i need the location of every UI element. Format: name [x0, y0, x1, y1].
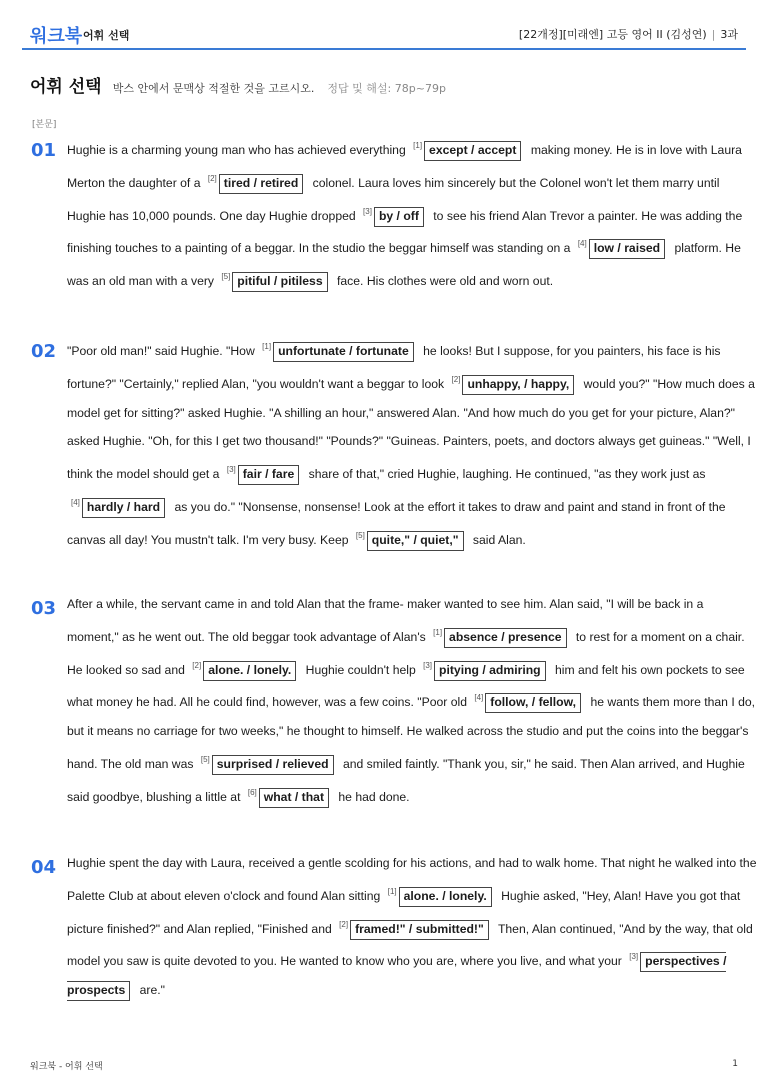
blank-marker: [2] [192, 660, 202, 670]
section-number: 01 [31, 140, 57, 161]
choice-box[interactable]: what / that [259, 788, 329, 808]
blank-marker: [5] [221, 272, 231, 282]
page-number: 1 [732, 1059, 738, 1069]
section-number: 02 [31, 341, 57, 362]
header-subtitle: 어휘 선택 [83, 29, 130, 42]
title-row [30, 72, 446, 97]
blank-marker: [2] [451, 374, 461, 384]
choice-box[interactable]: pitying / admiring [434, 661, 546, 681]
page-title: 어휘 선택 [30, 77, 102, 97]
passage-text: platform. He was an old man with a very [67, 241, 741, 289]
blank-marker: [1] [262, 342, 272, 351]
brand-logo: 워크북 [30, 26, 83, 47]
blank-marker: [4] [577, 239, 587, 249]
choice-box[interactable]: perspectives / prospects [67, 952, 726, 1001]
footer-title: 워크북 - 어휘 선택 [30, 1062, 103, 1072]
blank-marker: [1] [387, 886, 397, 896]
blank-marker: [3] [363, 206, 372, 216]
passage-paragraph [67, 849, 757, 1005]
page-header [30, 22, 738, 48]
blank-marker: [3] [423, 660, 433, 670]
blank-marker: [2] [207, 173, 217, 183]
choice-box[interactable]: except / accept [424, 141, 521, 161]
passage-text: him and felt his own pockets to see what money he had. All he could find, however, was a few coins. "Poor old [67, 662, 745, 710]
choice-box[interactable]: framed!" / submitted!" [350, 920, 489, 940]
blank-marker: [1] [433, 627, 443, 637]
choice-box[interactable]: low / raised [589, 239, 665, 259]
choice-box[interactable]: unfortunate / fortunate [273, 342, 414, 362]
passage-text: Hughie couldn't help [305, 662, 416, 677]
choice-box[interactable]: by / off [374, 207, 424, 227]
choice-box[interactable]: tired / retired [219, 174, 304, 194]
lesson-label: 3과 [720, 28, 738, 41]
passage-paragraph [67, 333, 757, 555]
blank-marker: [4] [71, 497, 80, 507]
passage-text: share of that," cried Hughie, laughing. He continued, "as they work just as [308, 467, 706, 482]
passage-text: he had done. [338, 789, 410, 804]
choice-box[interactable]: alone. / lonely. [399, 887, 492, 907]
passage-text: said Alan. [472, 532, 526, 547]
blank-marker: [5] [200, 754, 210, 764]
passage-text: are." [139, 983, 165, 998]
answer-reference: 정답 및 해설: 78p~79p [327, 82, 446, 95]
passage-paragraph [67, 590, 757, 812]
passage-text: as you do." "Nonsense, nonsense! Look at the effort it takes to draw and paint and stand in front of the canvas all day! You mustn't talk. I'm very busy. Keep [67, 499, 726, 547]
passage-text: to rest for a moment on a chair. He looked so sad and [67, 629, 745, 677]
passage-text: to see his friend Alan Trevor a painter. He was adding the finishing touches to a painting of a beggar. In the studio the beggar himself was standing on a [67, 208, 743, 256]
passage-text: and smiled faintly. "Thank you, sir," he said. Then Alan arrived, and Hughie said goodbye, blushing a little at [67, 756, 745, 804]
blank-marker: [3] [629, 952, 639, 962]
passage-text: Hughie asked, "Hey, Alan! Have you got that picture finished?" and Alan replied, "Finished and [67, 888, 741, 936]
blank-marker: [6] [247, 787, 257, 797]
blank-marker: [5] [355, 530, 365, 540]
choice-box[interactable]: fair / fare [238, 465, 299, 485]
header-separator: | [711, 28, 716, 41]
course-info [519, 26, 738, 42]
choice-box[interactable]: follow, / fellow, [485, 693, 581, 713]
blank-marker: [2] [339, 919, 349, 929]
blank-marker: [4] [474, 693, 484, 703]
choice-box[interactable]: hardly / hard [82, 498, 165, 518]
instruction-text: 박스 안에서 문맥상 적절한 것을 고르시오. [112, 82, 315, 95]
section-number: 03 [31, 598, 57, 619]
passage-text: After a while, the servant came in and told Alan that the frame- maker wanted to see him. Alan said, "I will be back in a moment," as he went out. The old beggar took advantage of Alan's [67, 597, 704, 644]
section-number: 04 [31, 857, 57, 878]
passage-text: making money. He is in love with Laura Merton the daughter of a [67, 143, 742, 190]
blank-marker: [3] [226, 465, 236, 475]
choice-box[interactable]: unhappy, / happy, [462, 375, 574, 395]
passage-text: "Poor old man!" said Hughie. "How [67, 344, 255, 358]
choice-box[interactable]: alone. / lonely. [203, 661, 296, 681]
passage-text: would you?" "How much does a model get for sitting?" asked Hughie. "A shilling an hour," answered Alan. "And how much do you get for your picture, Alan?" asked Hughie. "Oh, for this I get two thousand!" "Pounds?" "Guineas. Painters, poets, and doctors always get guineas." "Well, I think the model should get a [67, 376, 755, 482]
course-title: [22개정][미래엔] 고등 영어 II (김성연) [518, 28, 707, 41]
blank-marker: [1] [413, 141, 423, 150]
passage-text: he looks! But I suppose, for you painters, his face is his fortune?" "Certainly," replied Alan, "you wouldn't want a beggar to look [67, 344, 721, 391]
passage-text: Hughie spent the day with Laura, received a gentle scolding for his actions, and had to walk home. That night he walked into the Palette Club at about eleven o'clock and found Alan sitting [67, 856, 757, 903]
passage-text: colonel. Laura loves him sincerely but the Colonel won't let them marry until Hughie has 10,000 pounds. One day Hughie dropped [67, 175, 720, 223]
choice-box[interactable]: pitiful / pitiless [232, 272, 327, 292]
header-divider [22, 48, 746, 50]
passage-paragraph [67, 132, 757, 296]
passage-text: Hughie is a charming young man who has achieved everything [67, 143, 406, 157]
passage-text: face. His clothes were old and worn out. [337, 274, 554, 289]
passage-label: [본문] [32, 120, 57, 130]
choice-box[interactable]: quite," / quiet," [367, 531, 464, 551]
passage-text: he wants them more than I do, but it means no carriage for two weeks," he thought to himself. He walked across the studio and put the coins into the beggar's hand. The old man was [67, 695, 756, 771]
passage-text: Then, Alan continued, "And by the way, that old model you saw is quite devoted to you. He wanted to know who you are, where you live, and what your [67, 921, 753, 969]
choice-box[interactable]: absence / presence [444, 628, 566, 648]
choice-box[interactable]: surprised / relieved [212, 755, 334, 775]
